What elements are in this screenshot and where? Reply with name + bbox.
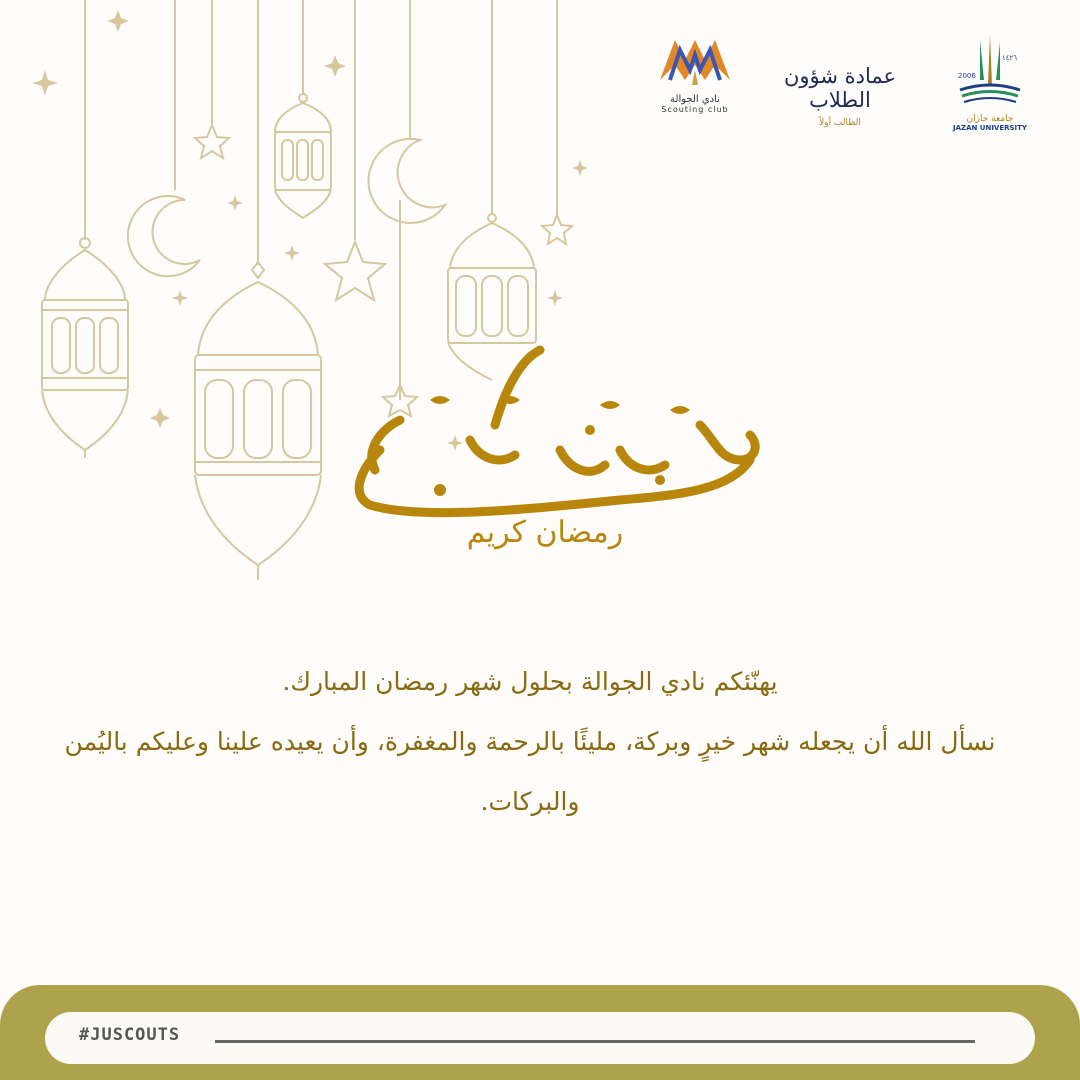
student-affairs-logo xyxy=(770,30,910,140)
scout-club-name-en: Scouting club xyxy=(661,105,729,114)
lantern-icon xyxy=(275,94,331,218)
student-affairs-slogan: الطالب أولاً xyxy=(819,118,861,128)
footer-band xyxy=(0,985,1080,1080)
sparkle-icon xyxy=(150,408,170,428)
message-line-2: نسأل الله أن يجعله شهر خيرٍ وبركة، مليئًا بالرحمة والمغفرة، وأن يعيده علينا وعليكم باليُمن والبركات. xyxy=(64,727,996,816)
university-emblem-icon xyxy=(950,30,1030,110)
sparkle-icon xyxy=(324,55,346,77)
greeting-title: رمضان كريم xyxy=(466,515,624,550)
scout-emblem-icon xyxy=(650,30,740,90)
sparkle-icon xyxy=(572,160,588,176)
message-line-1: يهنّئكم نادي الجوالة بحلول شهر رمضان المبارك. xyxy=(282,667,778,696)
star-icon xyxy=(195,125,229,158)
university-name-en: JAZAN UNIVERSITY xyxy=(952,124,1028,132)
sparkle-icon xyxy=(32,70,58,96)
sparkle-icon xyxy=(547,290,563,306)
crescent-moon-icon xyxy=(128,196,200,276)
university-name-ar: جامعة جازان xyxy=(966,114,1014,124)
star-icon xyxy=(542,215,572,244)
sparkle-icon xyxy=(284,245,300,261)
svg-text:2006: 2006 xyxy=(958,72,976,80)
student-affairs-title: عمادة شؤون الطلاب xyxy=(783,64,897,112)
sparkle-icon xyxy=(107,10,129,32)
logos-bar xyxy=(620,30,1040,140)
footer-bar xyxy=(45,1012,1035,1064)
star-icon xyxy=(325,242,385,300)
lantern-icon xyxy=(42,238,128,458)
svg-text:١٤٢٦: ١٤٢٦ xyxy=(1002,54,1018,62)
crescent-moon-icon xyxy=(369,139,445,223)
sparkle-icon xyxy=(227,195,243,211)
footer-divider xyxy=(215,1040,975,1043)
sparkle-icon xyxy=(172,290,188,306)
lantern-icon xyxy=(195,262,321,580)
jazan-university-logo xyxy=(940,30,1040,140)
hashtag-label: #JUSCOUTS xyxy=(79,1025,181,1045)
scout-club-name-ar: نادي الجوالة xyxy=(670,94,720,105)
greeting-message xyxy=(40,652,1020,832)
scout-club-logo xyxy=(640,30,750,140)
ramadan-kareem-calligraphy xyxy=(320,330,770,550)
